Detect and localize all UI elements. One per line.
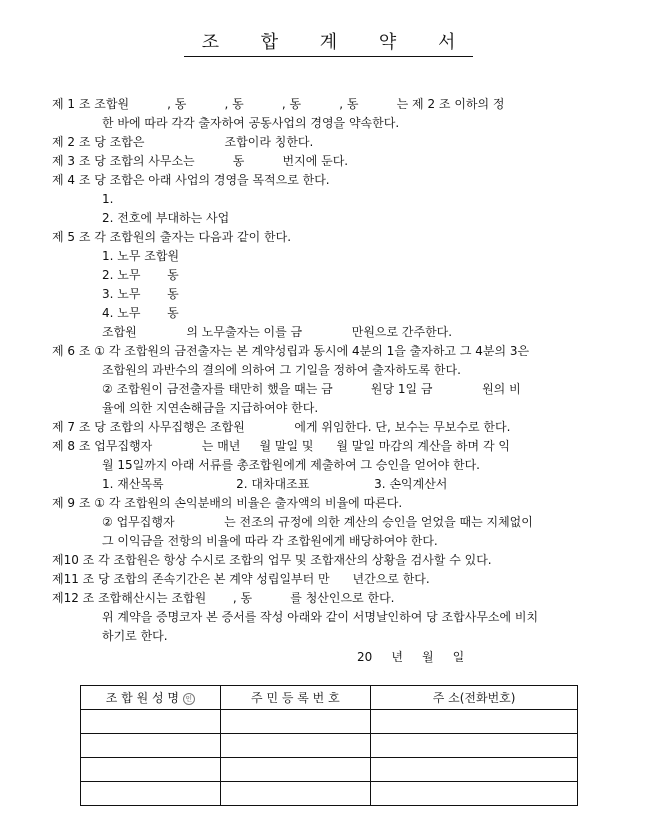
article-11: 제11 조 당 조합의 존속기간은 본 계약 성립일부터 만 년간으로 한다. xyxy=(52,572,430,586)
article-9-para-2-cont: 그 이익금을 전항의 비율에 따라 각 조합원에게 배당하여야 한다. xyxy=(102,534,438,548)
resident-number-cell[interactable] xyxy=(220,782,371,806)
article-5-item-2: 2. 노무 동 xyxy=(102,268,179,282)
table-row xyxy=(81,734,578,758)
article-1: 제 1 조 조합원 , 동 , 동 , 동 , 동 는 제 2 조 이하의 정 xyxy=(52,97,505,111)
member-name-cell[interactable] xyxy=(81,710,221,734)
article-9: 제 9 조 ① 각 조합원의 손익분배의 비율은 출자액의 비율에 따른다. xyxy=(52,496,403,510)
header-resident-number: 주 민 등 록 번 호 xyxy=(220,686,371,710)
seal-icon: 인 xyxy=(183,693,195,705)
article-5-note: 조합원 의 노무출자는 이를 금 만원으로 간주한다. xyxy=(102,325,453,339)
article-6: 제 6 조 ① 각 조합원의 금전출자는 본 계약성립과 동시에 4분의 1을 출자하고 그 4분의 3은 xyxy=(52,344,530,358)
document-title: 조 합 계 약 서 xyxy=(0,28,657,54)
article-4: 제 4 조 당 조합은 아래 사업의 경영을 목적으로 한다. xyxy=(52,173,330,187)
article-2: 제 2 조 당 조합은 조합이라 칭한다. xyxy=(52,135,314,149)
address-cell[interactable] xyxy=(371,782,578,806)
header-member-name: 조 합 원 성 명 인 xyxy=(81,686,221,710)
address-cell[interactable] xyxy=(371,734,578,758)
article-7: 제 7 조 당 조합의 사무집행은 조합원 에게 위임한다. 단, 보수는 무보수로 한다. xyxy=(52,420,511,434)
table-row xyxy=(81,710,578,734)
closing-statement: 위 계약을 증명코자 본 증서를 작성 아래와 같이 서명날인하여 당 조합사무소에 비치 xyxy=(102,610,539,624)
article-5-item-1: 1. 노무 조합원 xyxy=(102,249,180,263)
article-10: 제10 조 각 조합원은 항상 수시로 조합의 업무 및 조합재산의 상황을 검사할 수 있다. xyxy=(52,553,492,567)
article-1-cont: 한 바에 따라 각각 출자하여 공동사업의 경영을 약속한다. xyxy=(102,116,400,130)
article-8: 제 8 조 업무집행자 는 매년 월 말일 및 월 말일 마감의 계산을 하며 각 익 xyxy=(52,439,510,453)
article-6-para-2-cont: 율에 의한 지연손해금을 지급하여야 한다. xyxy=(102,401,319,415)
header-address: 주 소(전화번호) xyxy=(371,686,578,710)
article-6-cont: 조합원의 과반수의 결의에 의하여 그 기일을 정하여 출자하도록 한다. xyxy=(102,363,461,377)
date-line: 20 년 월 일 xyxy=(357,650,465,664)
article-6-para-2: ② 조합원이 금전출자를 태만히 했을 때는 금 원당 1일 금 원의 비 xyxy=(102,382,521,396)
article-5-item-4: 4. 노무 동 xyxy=(102,306,179,320)
address-cell[interactable] xyxy=(371,710,578,734)
member-name-cell[interactable] xyxy=(81,758,221,782)
member-name-cell[interactable] xyxy=(81,734,221,758)
article-5: 제 5 조 각 조합원의 출자는 다음과 같이 한다. xyxy=(52,230,292,244)
table-row xyxy=(81,782,578,806)
article-4-item-1: 1. xyxy=(102,192,114,206)
article-12: 제12 조 조합해산시는 조합원 , 동 를 청산인으로 한다. xyxy=(52,591,395,605)
table-row xyxy=(81,758,578,782)
resident-number-cell[interactable] xyxy=(220,734,371,758)
article-4-item-2: 2. 전호에 부대하는 사업 xyxy=(102,211,230,225)
member-name-cell[interactable] xyxy=(81,782,221,806)
signature-table xyxy=(80,685,578,806)
resident-number-cell[interactable] xyxy=(220,758,371,782)
article-8-cont: 월 15일까지 아래 서류를 총조합원에게 제출하여 그 승인을 얻어야 한다. xyxy=(102,458,480,472)
table-header-row xyxy=(81,686,578,710)
address-cell[interactable] xyxy=(371,758,578,782)
closing-statement-cont: 하기로 한다. xyxy=(102,629,168,643)
article-5-item-3: 3. 노무 동 xyxy=(102,287,179,301)
article-3: 제 3 조 당 조합의 사무소는 동 번지에 둔다. xyxy=(52,154,349,168)
resident-number-cell[interactable] xyxy=(220,710,371,734)
article-9-para-2: ② 업무집행자 는 전조의 규정에 의한 계산의 승인을 얻었을 때는 지체없이 xyxy=(102,515,533,529)
article-8-documents: 1. 재산목록 2. 대차대조표 3. 손익계산서 xyxy=(102,477,448,491)
